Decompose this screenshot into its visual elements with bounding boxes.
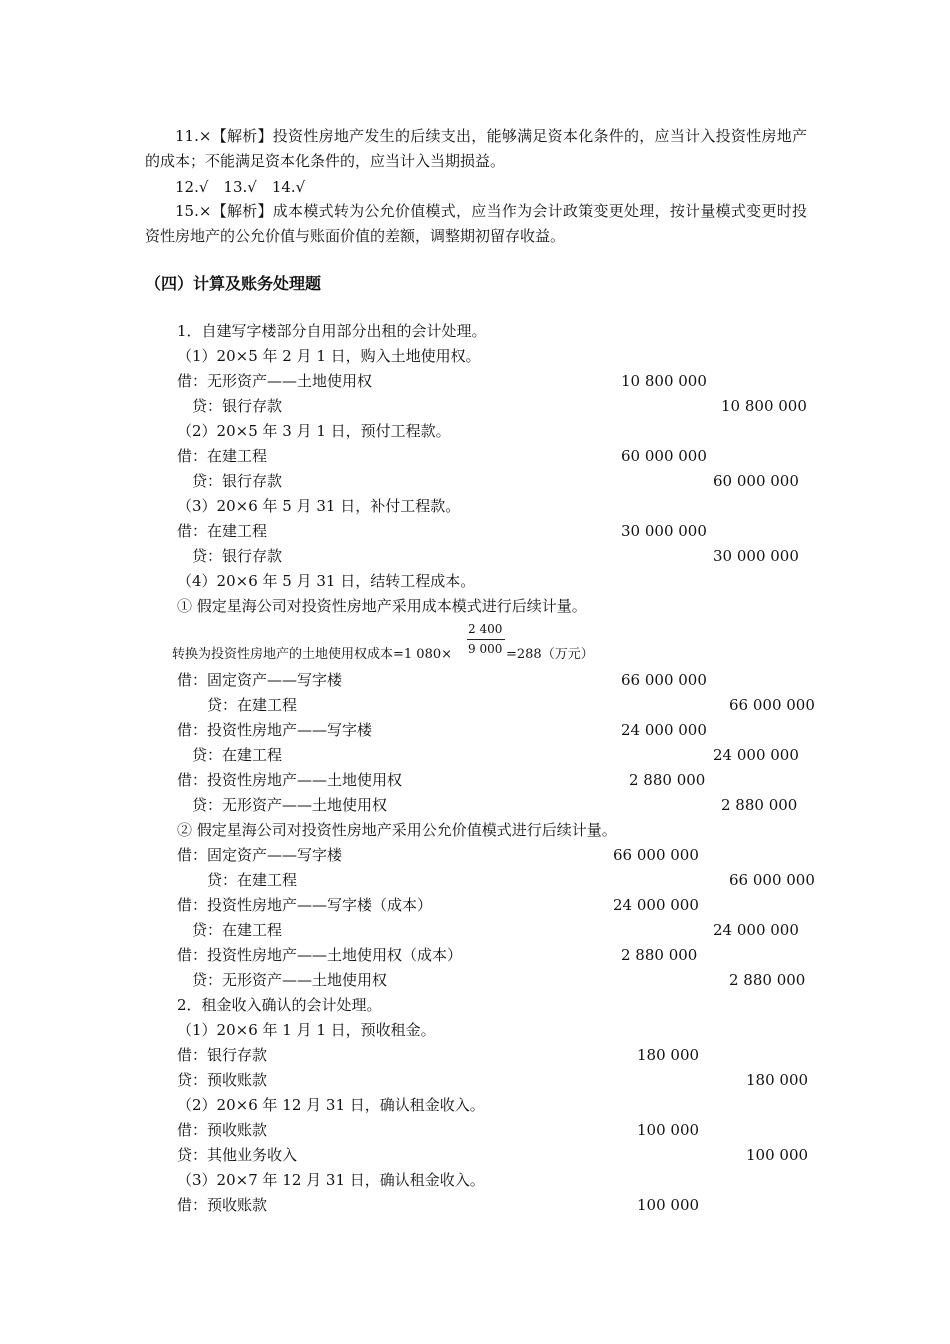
credit-amount: 100 000: [746, 1146, 809, 1164]
line-item: 借：无形资产——土地使用权: [177, 372, 373, 390]
debit-amount: 66 000 000: [613, 846, 699, 864]
line-item: 贷：无形资产——土地使用权: [177, 796, 388, 814]
line-item: 贷：在建工程: [177, 921, 283, 939]
line-item: ① 假定星海公司对投资性房地产采用成本模式进行后续计量。: [177, 597, 587, 615]
fraction-bar: [467, 639, 505, 640]
credit-amount: 2 880 000: [721, 796, 798, 814]
credit-amount: 60 000 000: [713, 472, 799, 490]
paragraph-answer-15: [145, 199, 807, 249]
credit-amount: 24 000 000: [713, 921, 799, 939]
line-item: 借：投资性房地产——写字楼: [177, 721, 373, 739]
debit-amount: 66 000 000: [621, 671, 707, 689]
answer-15-text: 15.×【解析】成本模式转为公允价值模式，应当作为会计政策变更处理，按计量模式变更时投资性房地产的公允价值与账面价值的差额，调整期初留存收益。: [145, 202, 807, 245]
debit-amount: 100 000: [637, 1121, 700, 1139]
line-item: 贷：预收账款: [177, 1071, 268, 1089]
line-item: 贷：银行存款: [177, 547, 283, 565]
line-item: （2）20×6 年 12 月 31 日，确认租金收入。: [177, 1096, 485, 1114]
line-item: （2）20×5 年 3 月 1 日，预付工程款。: [177, 422, 451, 440]
credit-amount: 66 000 000: [729, 871, 815, 889]
line-item: 借：投资性房地产——土地使用权（成本）: [177, 946, 463, 964]
debit-amount: 2 880 000: [629, 771, 706, 789]
line-item: （3）20×7 年 12 月 31 日，确认租金收入。: [177, 1171, 485, 1189]
line-item: （4）20×6 年 5 月 31 日，结转工程成本。: [177, 572, 476, 590]
line-item: 1．自建写字楼部分自用部分出租的会计处理。: [177, 322, 487, 340]
line-item: 贷：在建工程: [177, 696, 298, 714]
debit-amount: 30 000 000: [621, 522, 707, 540]
line-item: 借：银行存款: [177, 1046, 268, 1064]
line-item: （1）20×5 年 2 月 1 日，购入土地使用权。: [177, 347, 481, 365]
debit-amount: 2 880 000: [621, 946, 698, 964]
line-item: 借：固定资产——写字楼: [177, 671, 343, 689]
paragraph-answer-11: [145, 124, 807, 174]
answers-12-14: 12.√ 13.√ 14.√: [175, 178, 306, 196]
formula-denominator: 9 000: [468, 642, 503, 656]
line-item: 借：在建工程: [177, 447, 268, 465]
credit-amount: 66 000 000: [729, 696, 815, 714]
line-item: 2．租金收入确认的会计处理。: [177, 996, 382, 1014]
line-item: 贷：银行存款: [177, 472, 283, 490]
line-item: 贷：银行存款: [177, 397, 283, 415]
credit-amount: 30 000 000: [713, 547, 799, 565]
line-item: 贷：无形资产——土地使用权: [177, 971, 388, 989]
line-item: 借：预收账款: [177, 1196, 268, 1214]
section-title: （四）计算及账务处理题: [145, 274, 322, 293]
line-item: 借：预收账款: [177, 1121, 268, 1139]
formula-numerator: 2 400: [468, 622, 503, 636]
line-item: ② 假定星海公司对投资性房地产采用公允价值模式进行后续计量。: [177, 821, 617, 839]
debit-amount: 60 000 000: [621, 447, 707, 465]
line-item: （1）20×6 年 1 月 1 日，预收租金。: [177, 1021, 436, 1039]
line-item: 贷：其他业务收入: [177, 1146, 298, 1164]
line-item: 借：投资性房地产——土地使用权: [177, 771, 403, 789]
answer-11-text: 11.×【解析】投资性房地产发生的后续支出，能够满足资本化条件的，应当计入投资性房地产的成本；不能满足资本化条件的，应当计入当期损益。: [145, 127, 807, 170]
credit-amount: 24 000 000: [713, 746, 799, 764]
debit-amount: 100 000: [637, 1196, 700, 1214]
line-item: 借：固定资产——写字楼: [177, 846, 343, 864]
formula-suffix: =288（万元）: [506, 647, 594, 662]
formula-prefix: 转换为投资性房地产的土地使用权成本=1 080×: [172, 647, 453, 662]
line-item: （3）20×6 年 5 月 31 日，补付工程款。: [177, 497, 461, 515]
debit-amount: 10 800 000: [621, 372, 707, 390]
line-item: 贷：在建工程: [177, 871, 298, 889]
line-item: 借：在建工程: [177, 522, 268, 540]
credit-amount: 2 880 000: [729, 971, 806, 989]
debit-amount: 24 000 000: [613, 896, 699, 914]
debit-amount: 180 000: [637, 1046, 700, 1064]
credit-amount: 180 000: [746, 1071, 809, 1089]
line-item: 贷：在建工程: [177, 746, 283, 764]
debit-amount: 24 000 000: [621, 721, 707, 739]
credit-amount: 10 800 000: [721, 397, 807, 415]
line-item: 借：投资性房地产——写字楼（成本）: [177, 896, 433, 914]
